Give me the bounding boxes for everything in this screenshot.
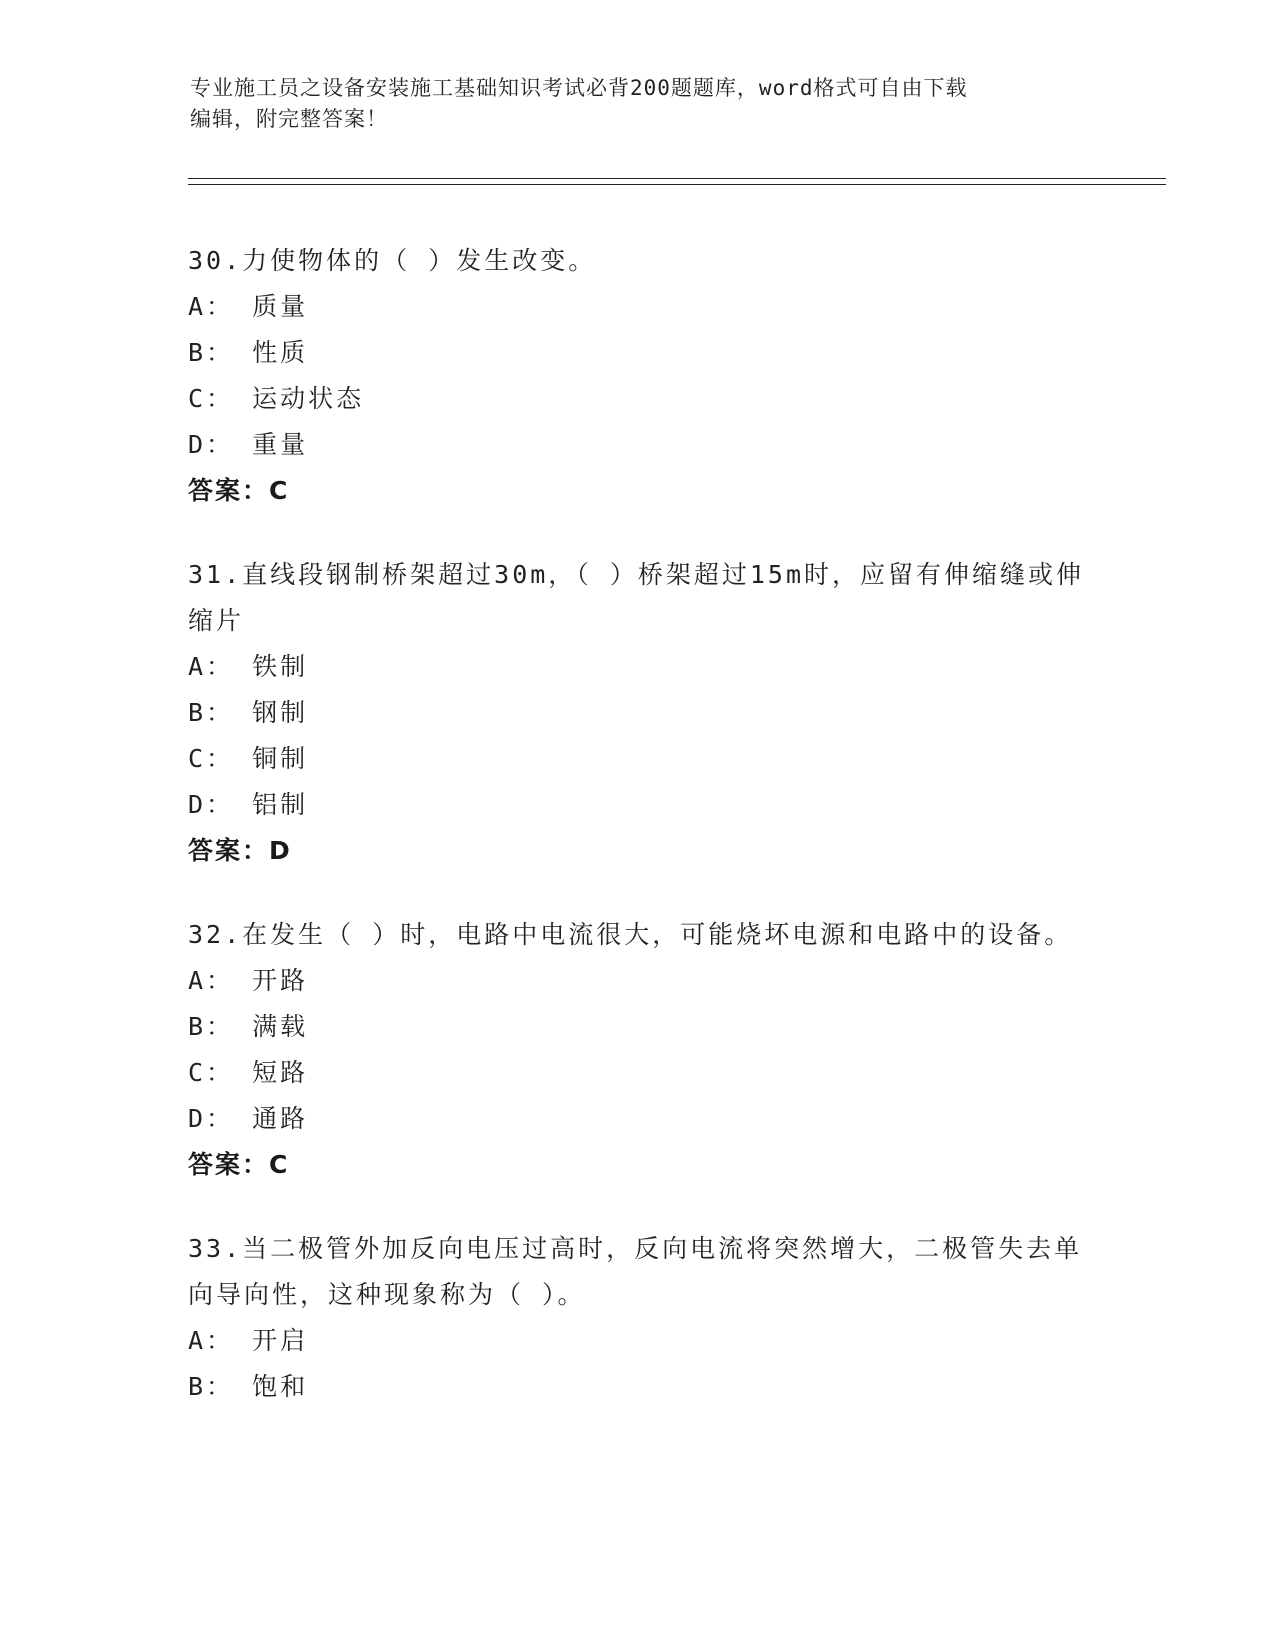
option-b: [188, 1364, 1098, 1410]
question-list: [188, 238, 1098, 1448]
answer-value: C: [269, 1150, 290, 1179]
option-key: C：: [188, 384, 235, 413]
question-stem: 31.直线段钢制桥架超过30m，（ ）桥架超过15m时，应留有伸缩缝或伸缩片: [188, 560, 1085, 635]
answer-label: 答案：: [188, 836, 270, 865]
option-c: [188, 1050, 1098, 1096]
option-c: [188, 736, 1098, 782]
question-30: [188, 238, 1098, 514]
option-b: [188, 1004, 1098, 1050]
header-title-line-2: 编辑，附完整答案！: [190, 107, 388, 131]
option-key: B：: [188, 338, 235, 367]
option-key: C：: [188, 744, 235, 773]
option-text: 重量: [252, 430, 309, 459]
option-d: [188, 1096, 1098, 1142]
header-title-line-1: 专业施工员之设备安装施工基础知识考试必背200题题库，word格式可自由下载: [190, 76, 968, 100]
option-key: D：: [188, 430, 235, 459]
option-key: A：: [188, 652, 235, 681]
question-stem: 30.力使物体的（ ）发生改变。: [188, 246, 597, 275]
option-b: [188, 330, 1098, 376]
option-a: [188, 1318, 1098, 1364]
option-text: 铝制: [252, 790, 309, 819]
option-text: 满载: [252, 1012, 309, 1041]
option-text: 开启: [252, 1326, 309, 1355]
option-text: 通路: [252, 1104, 309, 1133]
option-text: 运动状态: [252, 384, 365, 413]
question-31: [188, 552, 1098, 874]
answer-line: [188, 828, 1098, 874]
option-d: [188, 782, 1098, 828]
option-key: D：: [188, 1104, 235, 1133]
option-key: B：: [188, 1372, 235, 1401]
answer-label: 答案：: [188, 1150, 270, 1179]
option-text: 性质: [252, 338, 309, 367]
option-key: D：: [188, 790, 235, 819]
option-c: [188, 376, 1098, 422]
header-divider-top: [188, 178, 1166, 179]
option-a: [188, 644, 1098, 690]
question-stem: 33.当二极管外加反向电压过高时，反向电流将突然增大，二极管失去单向导向性，这种现象称为（ ）。: [188, 1234, 1083, 1309]
answer-label: 答案：: [188, 476, 270, 505]
answer-value: D: [269, 836, 292, 865]
option-b: [188, 690, 1098, 736]
option-text: 质量: [252, 292, 309, 321]
answer-value: C: [269, 476, 290, 505]
option-key: A：: [188, 1326, 235, 1355]
answer-line: [188, 468, 1098, 514]
header-divider-bottom: [188, 184, 1166, 185]
option-text: 铜制: [252, 744, 309, 773]
document-header: [190, 73, 1090, 135]
option-text: 饱和: [252, 1372, 309, 1401]
option-text: 开路: [252, 966, 309, 995]
option-a: [188, 958, 1098, 1004]
option-key: A：: [188, 292, 235, 321]
option-a: [188, 284, 1098, 330]
option-text: 短路: [252, 1058, 309, 1087]
option-text: 铁制: [252, 652, 309, 681]
question-33: [188, 1226, 1098, 1410]
option-key: C：: [188, 1058, 235, 1087]
option-d: [188, 422, 1098, 468]
answer-line: [188, 1142, 1098, 1188]
question-32: [188, 912, 1098, 1188]
question-stem: 32.在发生（ ）时，电路中电流很大，可能烧坏电源和电路中的设备。: [188, 920, 1073, 949]
option-key: B：: [188, 698, 235, 727]
option-key: B：: [188, 1012, 235, 1041]
option-key: A：: [188, 966, 235, 995]
option-text: 钢制: [252, 698, 309, 727]
